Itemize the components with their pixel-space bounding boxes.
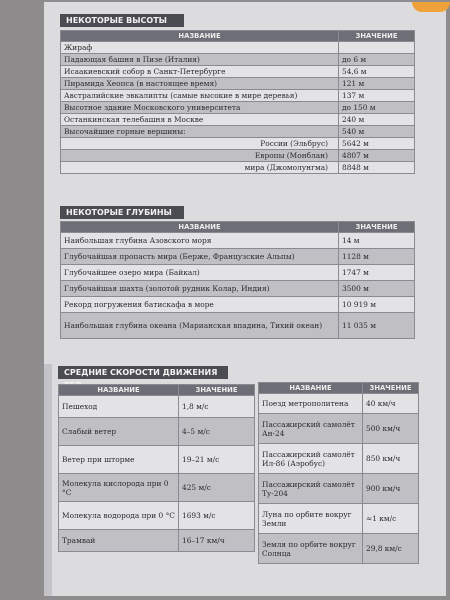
heights-section-title: НЕКОТОРЫЕ ВЫСОТЫ xyxy=(60,14,184,27)
heights-col-name: НАЗВАНИЕ xyxy=(61,31,339,42)
row-value: 4807 м xyxy=(339,150,415,162)
row-name: Глубочайшее озеро мира (Байкал) xyxy=(61,265,339,281)
table-row xyxy=(61,233,415,249)
row-value: 850 км/ч xyxy=(363,444,419,474)
row-name: Высочайшие горные вершины: xyxy=(61,126,339,138)
table-row xyxy=(61,54,415,66)
row-name: Трамвай xyxy=(59,530,179,552)
row-name: мира (Джомолунгма) xyxy=(61,162,339,174)
table-row xyxy=(59,396,255,418)
table-row xyxy=(61,42,415,54)
row-value: 4–5 м/с xyxy=(179,418,255,446)
row-value: до 6 м xyxy=(339,54,415,66)
row-name: Останкинская телебашня в Москве xyxy=(61,114,339,126)
row-name: Рекорд погружения батискафа в море xyxy=(61,297,339,313)
row-name: Европы (Монблан) xyxy=(61,150,339,162)
row-value: 40 км/ч xyxy=(363,394,419,414)
table-row xyxy=(259,444,419,474)
row-value: 500 км/ч xyxy=(363,414,419,444)
row-value xyxy=(339,42,415,54)
row-value: 540 м xyxy=(339,126,415,138)
table-row xyxy=(61,313,415,339)
row-name: Молекула водорода при 0 °С xyxy=(59,502,179,530)
speeds-section-title: СРЕДНИЕ СКОРОСТИ ДВИЖЕНИЯ xyxy=(58,366,228,379)
row-name: Глубочайшая шахта (золотой рудник Колар, Индия) xyxy=(61,281,339,297)
row-value: 5642 м xyxy=(339,138,415,150)
speeds-right-col-value: ЗНАЧЕНИЕ xyxy=(363,383,419,394)
table-row xyxy=(61,126,415,138)
depths-col-name: НАЗВАНИЕ xyxy=(61,222,339,233)
row-name: Исаакиевский собор в Санкт-Петербурге xyxy=(61,66,339,78)
table-row xyxy=(59,502,255,530)
row-value: 1,8 м/с xyxy=(179,396,255,418)
row-name: Наибольшая глубина Азовского моря xyxy=(61,233,339,249)
row-name: Высотное здание Московского университета xyxy=(61,102,339,114)
row-name: Пассажирский самолёт Ту-204 xyxy=(259,474,363,504)
table-row xyxy=(61,78,415,90)
row-value: 425 м/с xyxy=(179,474,255,502)
depths-col-value: ЗНАЧЕНИЕ xyxy=(339,222,415,233)
row-name: Ветер при шторме xyxy=(59,446,179,474)
row-value: 3500 м xyxy=(339,281,415,297)
row-value: 240 м xyxy=(339,114,415,126)
row-name: Пешеход xyxy=(59,396,179,418)
table-row xyxy=(61,265,415,281)
row-name: Падающая башня в Пизе (Италия) xyxy=(61,54,339,66)
row-name: Поезд метрополитена xyxy=(259,394,363,414)
row-name: Луна по орбите вокруг Земли xyxy=(259,504,363,534)
table-row xyxy=(59,474,255,502)
textbook-page xyxy=(44,2,446,596)
table-row xyxy=(59,446,255,474)
table-row xyxy=(59,418,255,446)
row-value: ≈1 км/с xyxy=(363,504,419,534)
speeds-left-table xyxy=(58,384,255,552)
row-name: Глубочайшая пропасть мира (Берже, Французские Альпы) xyxy=(61,249,339,265)
row-value: 1747 м xyxy=(339,265,415,281)
table-row xyxy=(61,281,415,297)
table-row xyxy=(259,394,419,414)
row-value: до 150 м xyxy=(339,102,415,114)
row-value: 8848 м xyxy=(339,162,415,174)
row-name: Пассажирский самолёт Ил-86 (Аэробус) xyxy=(259,444,363,474)
row-value: 10 919 м xyxy=(339,297,415,313)
depths-table xyxy=(60,221,415,339)
row-value: 1128 м xyxy=(339,249,415,265)
table-row xyxy=(59,530,255,552)
page-edge-strip xyxy=(44,364,52,596)
depths-section-title: НЕКОТОРЫЕ ГЛУБИНЫ xyxy=(60,206,184,219)
row-value: 11 035 м xyxy=(339,313,415,339)
row-name: Наибольшая глубина океана (Марианская впадина, Тихий океан) xyxy=(61,313,339,339)
row-value: 54,6 м xyxy=(339,66,415,78)
row-name: Земля по орбите вокруг Солнца xyxy=(259,534,363,564)
table-row xyxy=(61,150,415,162)
table-row xyxy=(61,249,415,265)
row-value: 1693 м/с xyxy=(179,502,255,530)
speeds-right-col-name: НАЗВАНИЕ xyxy=(259,383,363,394)
table-row xyxy=(61,114,415,126)
decorative-tab xyxy=(412,2,450,12)
table-row xyxy=(61,138,415,150)
heights-table xyxy=(60,30,415,174)
row-name: Слабый ветер xyxy=(59,418,179,446)
table-row xyxy=(61,297,415,313)
table-row xyxy=(61,162,415,174)
row-value: 29,8 км/с xyxy=(363,534,419,564)
row-name: Молекула кислорода при 0 °С xyxy=(59,474,179,502)
table-row xyxy=(259,474,419,504)
table-row xyxy=(259,504,419,534)
heights-col-value: ЗНАЧЕНИЕ xyxy=(339,31,415,42)
row-name: России (Эльбрус) xyxy=(61,138,339,150)
speeds-left-col-name: НАЗВАНИЕ xyxy=(59,385,179,396)
row-name: Австралийские эвкалипты (самые высокие в мире деревья) xyxy=(61,90,339,102)
row-name: Пирамида Хеопса (в настоящее время) xyxy=(61,78,339,90)
row-value: 121 м xyxy=(339,78,415,90)
table-row xyxy=(61,66,415,78)
row-value: 14 м xyxy=(339,233,415,249)
table-row xyxy=(259,534,419,564)
speeds-left-col-value: ЗНАЧЕНИЕ xyxy=(179,385,255,396)
table-row xyxy=(61,102,415,114)
row-name: Жираф xyxy=(61,42,339,54)
table-row xyxy=(259,414,419,444)
row-value: 19–21 м/с xyxy=(179,446,255,474)
speeds-right-table xyxy=(258,382,419,564)
row-name: Пассажирский самолёт Ан-24 xyxy=(259,414,363,444)
row-value: 137 м xyxy=(339,90,415,102)
row-value: 900 км/ч xyxy=(363,474,419,504)
row-value: 16–17 км/ч xyxy=(179,530,255,552)
table-row xyxy=(61,90,415,102)
